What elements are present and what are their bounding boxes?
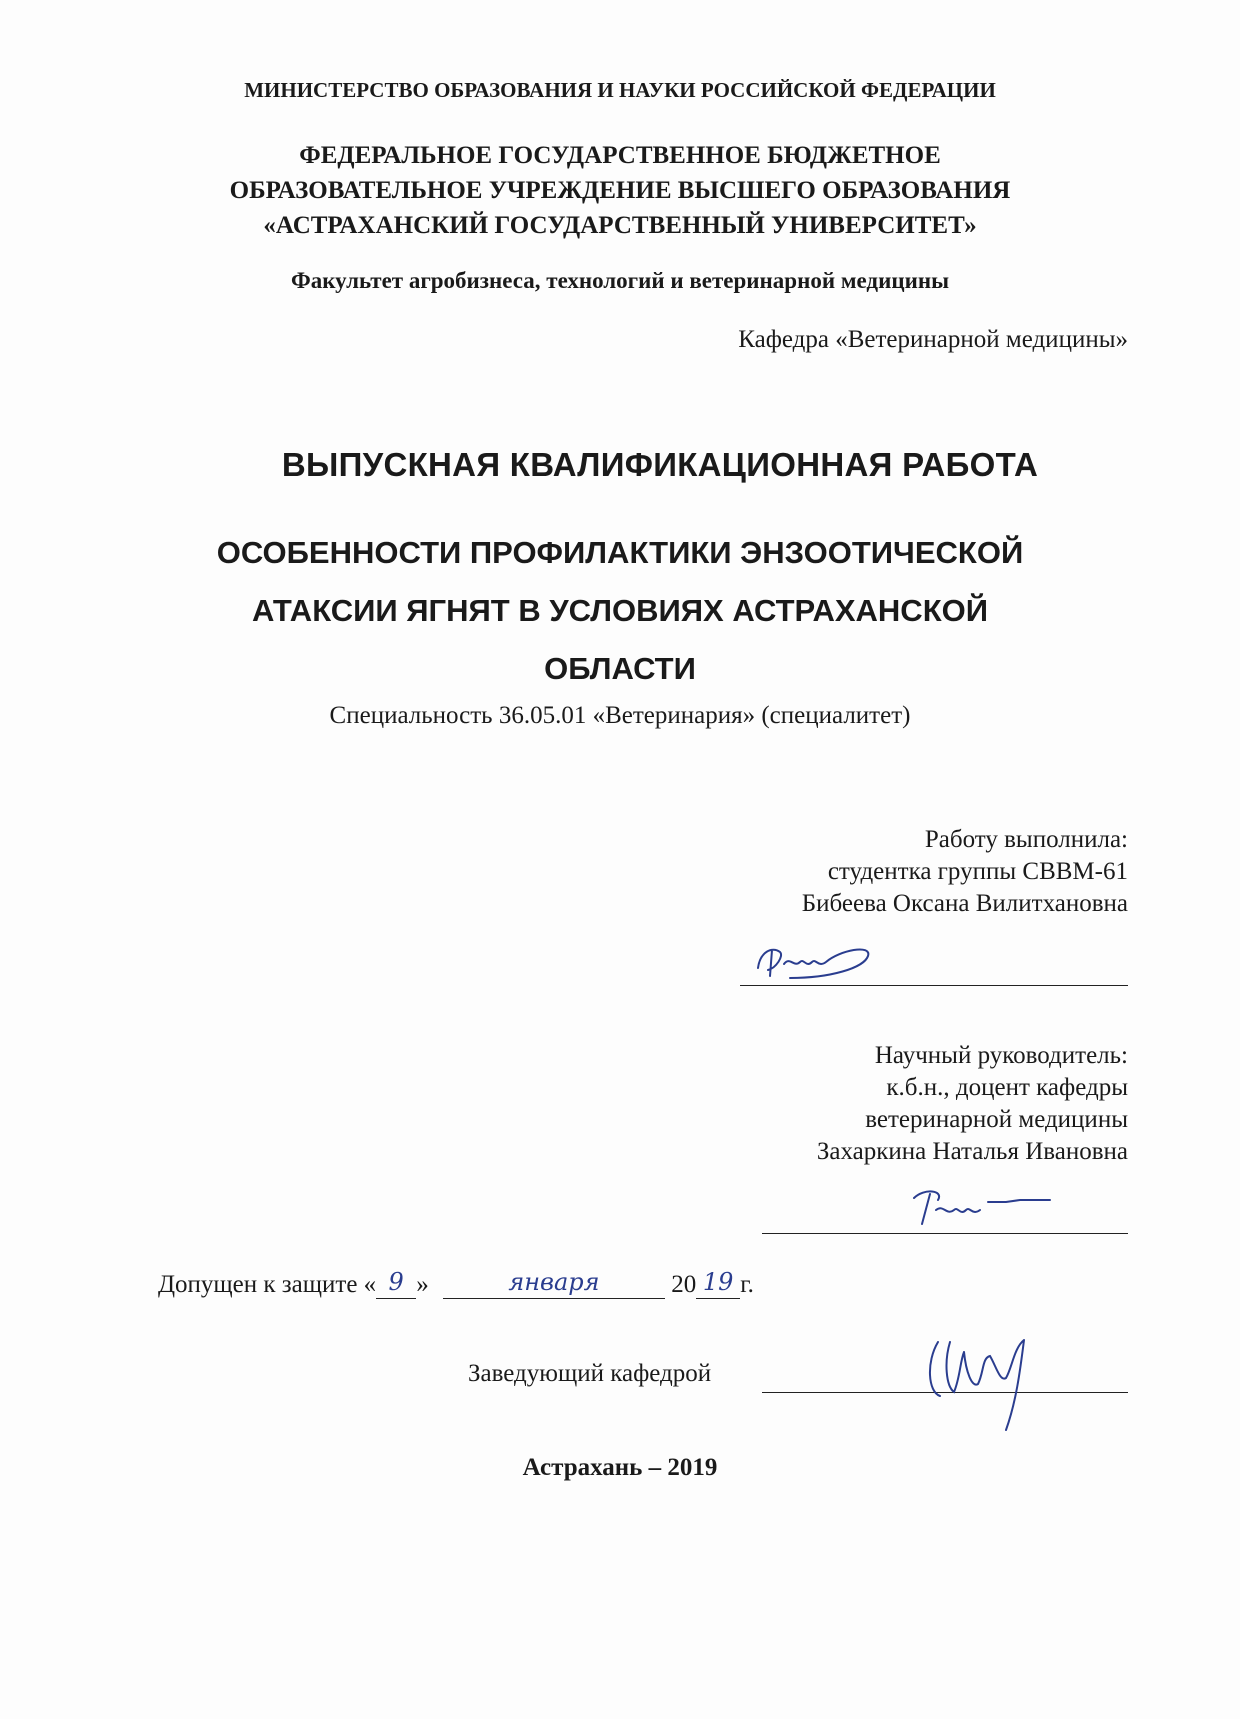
- author-block: [802, 824, 1128, 920]
- admission-suffix: г.: [740, 1271, 754, 1298]
- author-label: Работу выполнила:: [924, 826, 1128, 853]
- university-line-2: ОБРАЗОВАТЕЛЬНОЕ УЧРЕЖДЕНИЕ ВЫСШЕГО ОБРАЗОВАНИЯ: [229, 177, 1011, 204]
- city-year: Астрахань – 2019: [522, 1454, 718, 1481]
- university-line-3: «АСТРАХАНСКИЙ ГОСУДАРСТВЕННЫЙ УНИВЕРСИТЕТ»: [263, 212, 977, 239]
- admission-date-line: [158, 1268, 754, 1299]
- ministry-heading: МИНИСТЕРСТВО ОБРАЗОВАНИЯ И НАУКИ РОССИЙСКОЙ ФЕДЕРАЦИИ: [244, 78, 996, 102]
- thesis-topic: [0, 524, 1240, 698]
- author-signature: [750, 938, 890, 984]
- admission-day: 9: [388, 1268, 404, 1296]
- admission-year-prefix: 20: [671, 1271, 697, 1298]
- admission-day-field: [376, 1268, 416, 1299]
- author-signature-line: [740, 985, 1128, 986]
- supervisor-block: [817, 1040, 1128, 1168]
- supervisor-signature-line: [762, 1233, 1128, 1234]
- author-name: Бибеева Оксана Вилитхановна: [801, 890, 1128, 917]
- topic-line-2: АТАКСИИ ЯГНЯТ В УСЛОВИЯХ АСТРАХАНСКОЙ: [251, 593, 989, 628]
- supervisor-department: ветеринарной медицины: [865, 1106, 1128, 1133]
- topic-line-1: ОСОБЕННОСТИ ПРОФИЛАКТИКИ ЭНЗООТИЧЕСКОЙ: [216, 535, 1024, 570]
- specialty-line: Специальность 36.05.01 «Ветеринария» (специалитет): [329, 702, 911, 729]
- supervisor-name: Захаркина Наталья Ивановна: [816, 1138, 1128, 1165]
- supervisor-signature: [900, 1180, 1070, 1230]
- university-line-1: ФЕДЕРАЛЬНОЕ ГОСУДАРСТВЕННОЕ БЮДЖЕТНОЕ: [299, 142, 941, 169]
- admission-month: января: [508, 1268, 600, 1296]
- head-signature: [920, 1322, 1050, 1442]
- topic-line-3: ОБЛАСТИ: [544, 651, 696, 686]
- work-type-title: ВЫПУСКНАЯ КВАЛИФИКАЦИОННАЯ РАБОТА: [281, 446, 1039, 483]
- author-group: студентка группы СВВМ-61: [827, 858, 1128, 885]
- university-heading: [0, 138, 1240, 243]
- faculty-heading: Факультет агробизнеса, технологий и ветеринарной медицины: [290, 268, 950, 293]
- admission-year-field: [696, 1268, 740, 1299]
- admission-year-suffix: 19: [702, 1268, 734, 1296]
- admission-mid: »: [416, 1271, 429, 1298]
- head-of-department-label: Заведующий кафедрой: [468, 1360, 712, 1387]
- supervisor-label: Научный руководитель:: [874, 1042, 1128, 1069]
- supervisor-position: к.б.н., доцент кафедры: [886, 1074, 1128, 1101]
- admission-month-field: [443, 1268, 665, 1299]
- department-label: Кафедра «Ветеринарной медицины»: [738, 326, 1128, 353]
- head-of-department-row: [468, 1360, 711, 1388]
- admission-prefix: Допущен к защите «: [158, 1271, 377, 1298]
